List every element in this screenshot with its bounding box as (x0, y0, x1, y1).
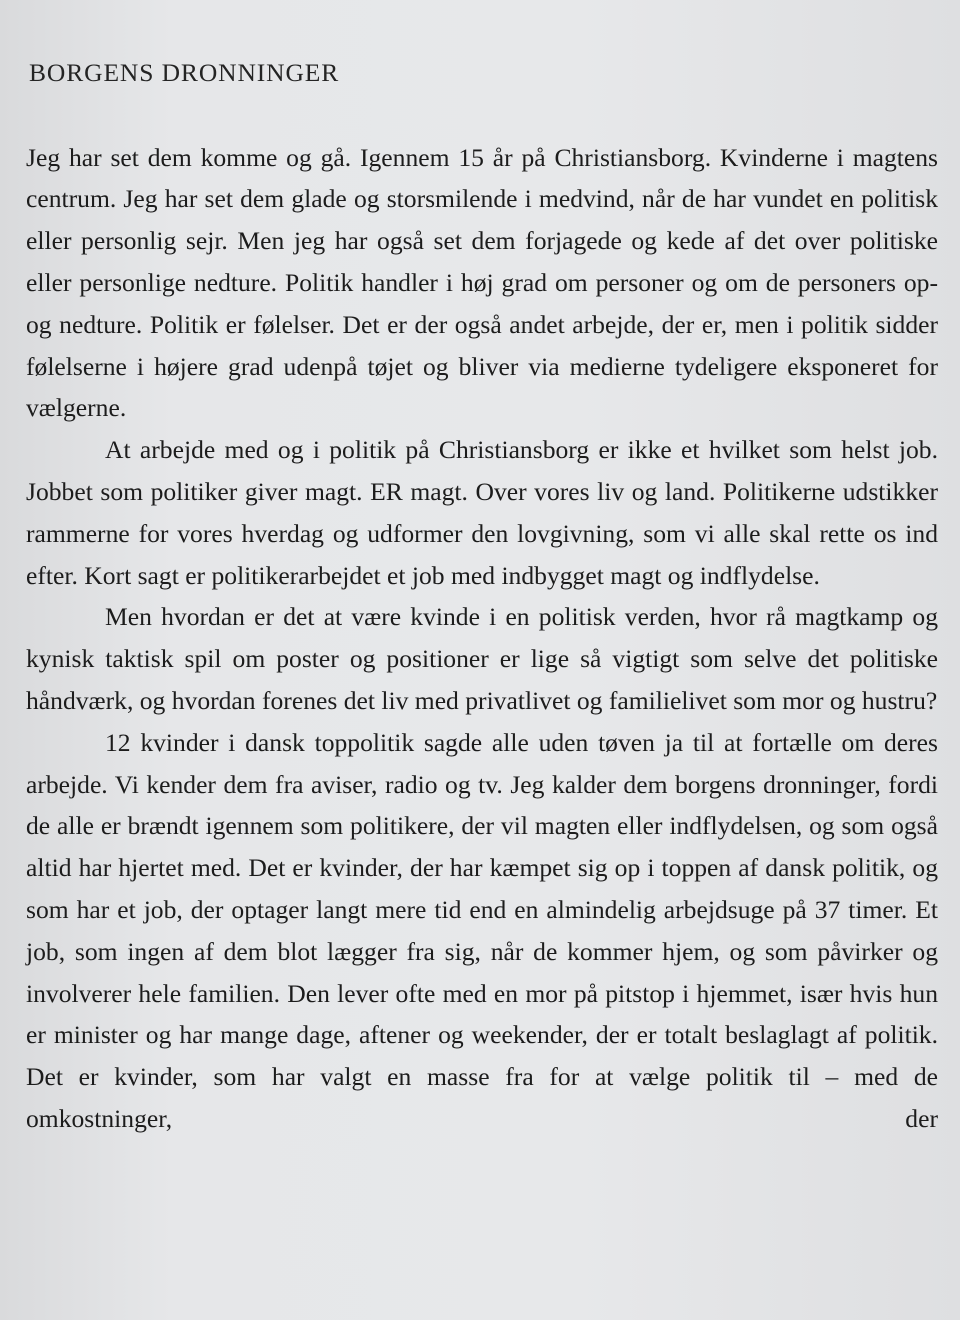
paragraph-2: At arbejde med og i politik på Christiansborg er ikke et hvilket som helst job. Jobbet som politiker giver magt. ER magt. Over vores liv og land. Politikerne udstikker rammerne for vores hverdag og udformer den lovgivning, som vi alle skal rette os ind efter. Kort sagt er politikerarbejdet et job med indbygget magt og indflydelse. (26, 435, 938, 590)
paragraph-4: 12 kvinder i dansk toppolitik sagde alle uden tøven ja til at fortælle om deres arbejde. Vi kender dem fra aviser, radio og tv. Jeg kalder dem borgens dronninger, fordi de alle er brændt igennem som politikere, der vil magten eller indflydelsen, og som også altid har hjertet med. Det er kvinder, der har kæmpet sig op i toppen af dansk politik, og som har et job, der optager langt mere tid end en almindelig arbejdsuge på 37 timer. Et job, som ingen af dem blot lægger fra sig, når de kommer hjem, og som påvirker og involverer hele familien. Den lever ofte med en mor på pitstop i hjemmet, især hvis hun er minister og har mange dage, aftener og weekender, der er totalt beslaglagt af politik. Det er kvinder, som har valgt en masse fra for at vælge politik til – med de omkostninger, der (26, 727, 938, 1133)
paragraph-3: Men hvordan er det at være kvinde i en politisk verden, hvor rå magtkamp og kynisk taktisk spil om poster og positioner er lige så vigtigt som selve det politiske håndværk, og hvordan forenes det liv med privatlivet og familielivet som mor og hustru? (26, 602, 938, 715)
chapter-title: BORGENS DRONNINGER (29, 58, 340, 87)
body-text (26, 137, 938, 1140)
paragraph-1: Jeg har set dem komme og gå. Igennem 15 år på Christiansborg. Kvinderne i magtens centrum. Jeg har set dem glade og storsmilende i medvind, når de har vundet en politisk eller personlig sejr. Men jeg har også set dem forjagede og kede af det over politiske eller personlige nedture. Politik handler i høj grad om personer og om de personers op- og nedture. Politik er følelser. Det er der også andet arbejde, der er, men i politik sidder følelserne i højere grad udenpå tøjet og bliver via medierne tydeligere eksponeret for vælgerne. (26, 142, 938, 423)
